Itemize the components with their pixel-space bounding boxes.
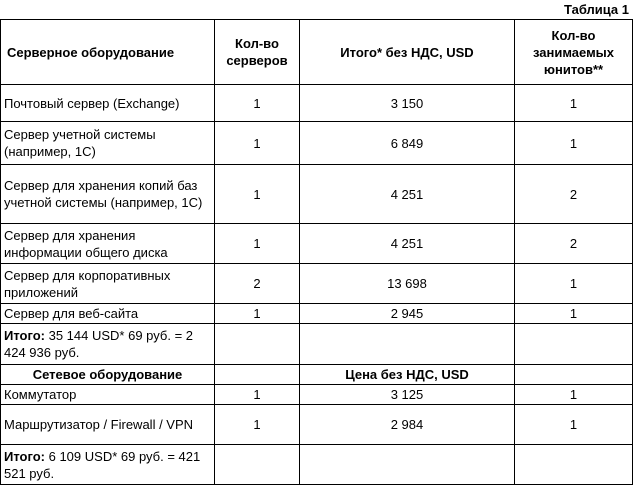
servers-total-cell [1, 324, 215, 365]
empty-cell [215, 324, 300, 365]
cell-name: Сервер для хранения информации общего диска [1, 224, 215, 264]
empty-cell [515, 324, 633, 365]
cell-units: 2 [515, 224, 633, 264]
cell-total: 4 251 [300, 165, 515, 224]
table-row [1, 304, 633, 324]
table-row [1, 405, 633, 445]
cell-count: 1 [215, 385, 300, 405]
cell-price: 3 125 [300, 385, 515, 405]
header-equipment: Серверное оборудование [1, 20, 215, 85]
cell-count: 1 [215, 405, 300, 445]
empty-cell [300, 445, 515, 485]
cell-total: 13 698 [300, 264, 515, 304]
header-count: Кол-во серверов [215, 20, 300, 85]
network-header-price: Цена без НДС, USD [300, 365, 515, 385]
total-label: Итого: [4, 328, 45, 343]
total-value: 6 109 USD* 69 руб. = 421 521 руб. [4, 448, 201, 481]
cell-total: 6 849 [300, 122, 515, 165]
equipment-table [0, 19, 633, 485]
empty-cell [515, 445, 633, 485]
cell-count: 1 [215, 122, 300, 165]
servers-total-row [1, 324, 633, 365]
cell-units: 2 [515, 165, 633, 224]
cell-units: 1 [515, 85, 633, 122]
cell-price: 2 984 [300, 405, 515, 445]
cell-name: Сервер учетной системы (например, 1С) [1, 122, 215, 165]
header-row [1, 20, 633, 85]
cell-units: 1 [515, 122, 633, 165]
cell-units: 1 [515, 264, 633, 304]
empty-cell [215, 365, 300, 385]
cell-count: 2 [215, 264, 300, 304]
cell-units: 1 [515, 304, 633, 324]
cell-count: 1 [215, 304, 300, 324]
table-row [1, 264, 633, 304]
total-label: Итого: [4, 448, 45, 464]
empty-cell [215, 445, 300, 485]
cell-name: Коммутатор [1, 385, 215, 405]
cell-count: 1 [215, 224, 300, 264]
cell-name: Сервер для хранения копий баз учетной системы (например, 1С) [1, 165, 215, 224]
total-value: 35 144 USD* 69 руб. = 2 424 936 руб. [4, 328, 194, 360]
cell-name: Сервер для корпоративных приложений [1, 264, 215, 304]
table-row [1, 85, 633, 122]
cell-count: 1 [215, 85, 300, 122]
cell-units: 1 [515, 405, 633, 445]
cell-units: 1 [515, 385, 633, 405]
network-header-row [1, 365, 633, 385]
cell-name: Почтовый сервер (Exchange) [1, 85, 215, 122]
cell-name: Сервер для веб-сайта [1, 304, 215, 324]
empty-cell [300, 324, 515, 365]
cell-total: 4 251 [300, 224, 515, 264]
table-row [1, 385, 633, 405]
cell-total: 3 150 [300, 85, 515, 122]
table-row [1, 165, 633, 224]
header-total: Итого* без НДС, USD [300, 20, 515, 85]
header-units: Кол-во занимаемых юнитов** [515, 20, 633, 85]
cell-total: 2 945 [300, 304, 515, 324]
table-caption: Таблица 1 [563, 2, 629, 17]
table-row [1, 122, 633, 165]
table-row [1, 224, 633, 264]
cell-name: Маршрутизатор / Firewall / VPN [1, 405, 215, 445]
cell-count: 1 [215, 165, 300, 224]
network-total-row [1, 445, 633, 485]
network-total-cell [1, 445, 215, 485]
network-header-equipment: Сетевое оборудование [1, 365, 215, 385]
empty-cell [515, 365, 633, 385]
